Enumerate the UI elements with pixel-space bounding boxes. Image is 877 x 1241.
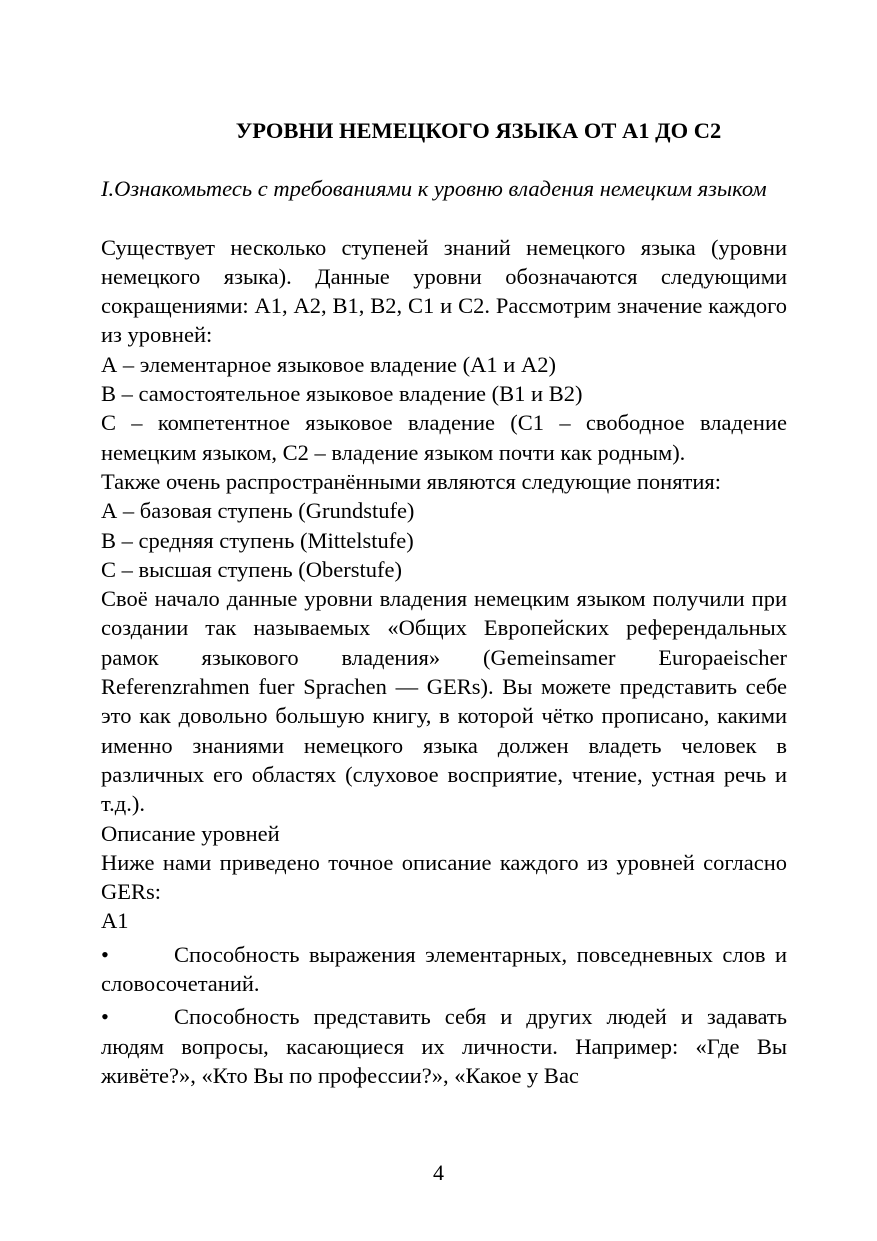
level-line-b: В – самостоятельное языковое владение (В1 и В2) bbox=[101, 381, 583, 407]
bullet-icon: • bbox=[101, 941, 109, 967]
level-line-a: А – элементарное языковое владение (А1 и А2) bbox=[101, 351, 556, 377]
task-instruction: I.Ознакомьтесь с требованиями к уровню владения немецким языком bbox=[101, 176, 767, 201]
list-item-text: Способность представить себя и других людей и задавать людям вопросы, касающиеся их личности. Например: «Где Вы живёте?», «Кто Вы по профессии?», «Какое у Вас bbox=[101, 1004, 787, 1088]
list-item bbox=[101, 940, 787, 999]
stage-line-c: С – высшая ступень (Oberstufe) bbox=[101, 556, 402, 582]
paragraph-concepts: Также очень распространёнными являются следующие понятия: bbox=[101, 468, 722, 494]
paragraph-gers-origin: Своё начало данные уровни владения немецким языком получили при создании так называемых «Общих Европейских референдальных рамок языкового владения» (Gemeinsamer Europaeischer Referenzrahmen fuer Sprachen — GERs). Вы можете представить себе это как довольно большую книгу, в которой чётко прописано, какими именно знаниями немецкого языка должен владеть человек в различных его областях (слуховое восприятие, чтение, устная речь и т.д.). bbox=[101, 586, 787, 817]
list-item bbox=[101, 1002, 787, 1090]
stage-line-b: В – средняя ступень (Mittelstufe) bbox=[101, 527, 414, 553]
page-title: УРОВНИ НЕМЕЦКОГО ЯЗЫКА ОТ А1 ДО С2 bbox=[235, 118, 722, 143]
document-body bbox=[101, 174, 787, 1090]
page-number: 4 bbox=[433, 1160, 444, 1185]
paragraph-levels-intro: Существует несколько ступеней знаний немецкого языка (уровни немецкого языка). Данные уровни обозначаются следующими сокращениями: А1, А2, В1, В2, С1 и С2. Рассмотрим значение каждого из уровней: bbox=[101, 234, 787, 348]
level-line-c: С – компетентное языковое владение (С1 – свободное владение немецким языком, С2 – владение языком почти как родным). bbox=[101, 410, 787, 465]
stage-line-a: А – базовая ступень (Grundstufe) bbox=[101, 498, 415, 524]
bullet-icon: • bbox=[101, 1004, 109, 1030]
paragraph-gers-description: Ниже нами приведено точное описание каждого из уровней согласно GERs: bbox=[101, 849, 787, 905]
section-heading-description: Описание уровней bbox=[101, 820, 280, 846]
level-label-a1: А1 bbox=[101, 908, 129, 934]
list-item-text: Способность выражения элементарных, повседневных слов и словосочетаний. bbox=[101, 941, 787, 997]
